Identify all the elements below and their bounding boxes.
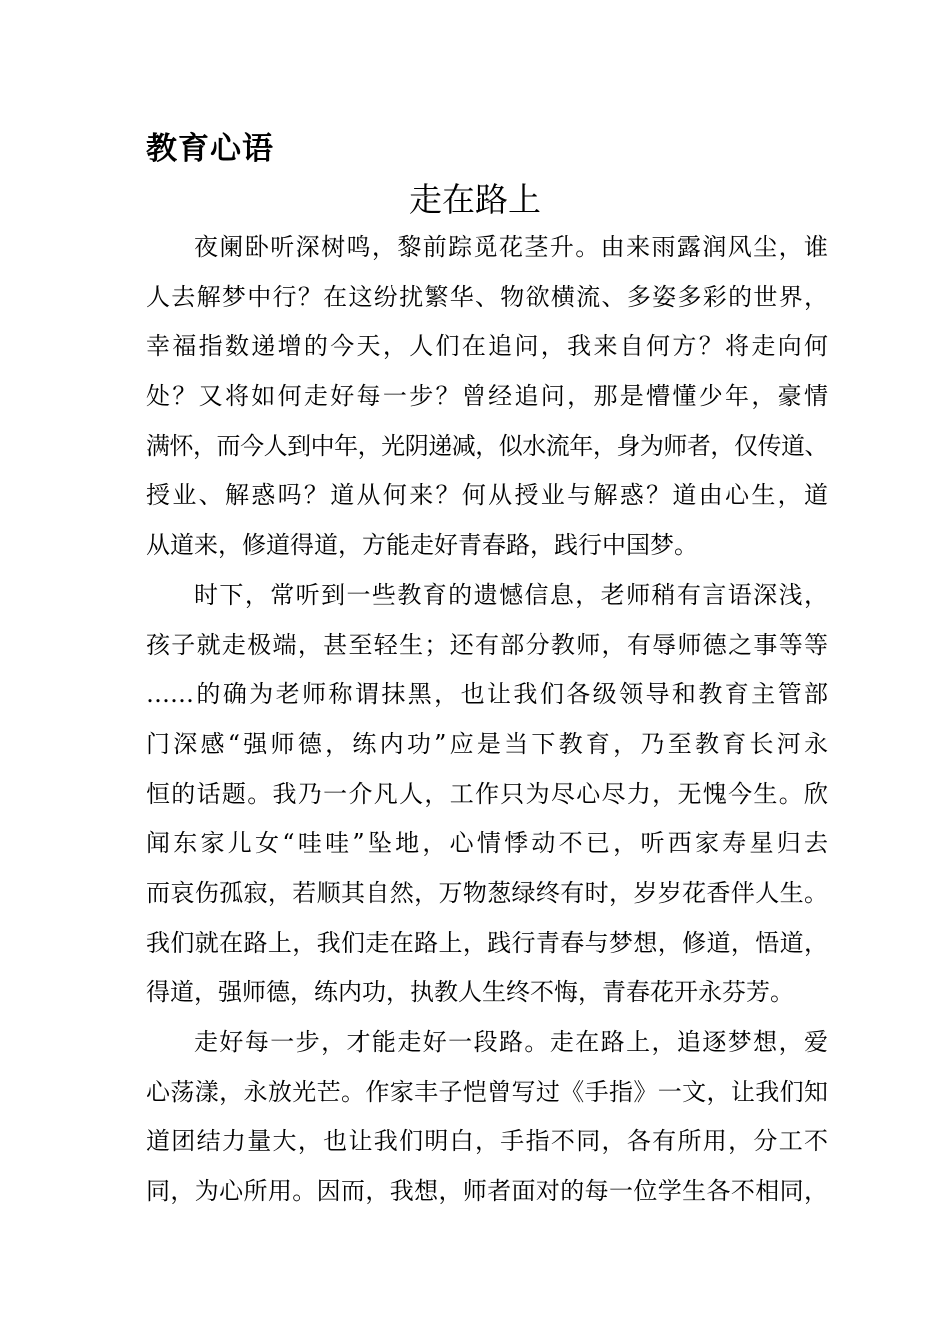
text-line: 幸福指数递增的今天，人们在追问，我来自何方？将走向何 xyxy=(146,332,828,361)
text-line: 同，为心所用。因而，我想，师者面对的每一位学生各不相同， xyxy=(146,1177,828,1206)
text-line: 恒的话题。我乃一介凡人，工作只为尽心尽力，无愧今生。欣 xyxy=(146,779,828,808)
text-line: 门深感“强师德，练内功”应是当下教育，乃至教育长河永 xyxy=(146,729,828,758)
text-line: 满怀，而今人到中年，光阴递减，似水流年，身为师者，仅传道、 xyxy=(146,431,828,460)
text-line: 得道，强师德，练内功，执教人生终不悔，青春花开永芬芳。 xyxy=(146,978,794,1007)
text-line: 闻东家儿女“哇哇”坠地，心情悸动不已，听西家寿星归去 xyxy=(146,829,828,858)
article-title: 走在路上 xyxy=(409,180,541,219)
text-line: 夜阑卧听深树鸣，黎前踪觅花茎升。由来雨露润风尘，谁 xyxy=(194,233,828,261)
text-line: 心荡漾，永放光芒。作家丰子恺曾写过《手指》一文，让我们知 xyxy=(146,1077,828,1106)
text-line: 而哀伤孤寂，若顺其自然，万物葱绿终有时，岁岁花香伴人生。 xyxy=(146,878,828,907)
text-line: 孩子就走极端，甚至轻生；还有部分教师，有辱师德之事等等 xyxy=(146,630,828,659)
article-body xyxy=(146,223,828,1217)
text-line: 我们就在路上，我们走在路上，践行青春与梦想，修道，悟道， xyxy=(146,928,828,957)
text-line: 授业、解惑吗？道从何来？何从授业与解惑？道由心生，道 xyxy=(146,481,828,510)
text-line: 道团结力量大，也让我们明白，手指不同，各有所用，分工不 xyxy=(146,1127,828,1156)
text-line: 处？又将如何走好每一步？曾经追问，那是懵懂少年，豪情 xyxy=(146,382,828,411)
text-line: 人去解梦中行？在这纷扰繁华、物欲横流、多姿多彩的世界， xyxy=(146,282,828,311)
section-label: 教育心语 xyxy=(146,131,274,167)
text-line: 时下，常听到一些教育的遗憾信息，老师稍有言语深浅， xyxy=(194,580,828,609)
text-line: 从道来，修道得道，方能走好青春路，践行中国梦。 xyxy=(146,531,698,560)
text-line: ……的确为老师称谓抹黑，也让我们各级领导和教育主管部 xyxy=(146,680,828,709)
text-line: 走好每一步，才能走好一段路。走在路上，追逐梦想，爱 xyxy=(194,1028,828,1056)
